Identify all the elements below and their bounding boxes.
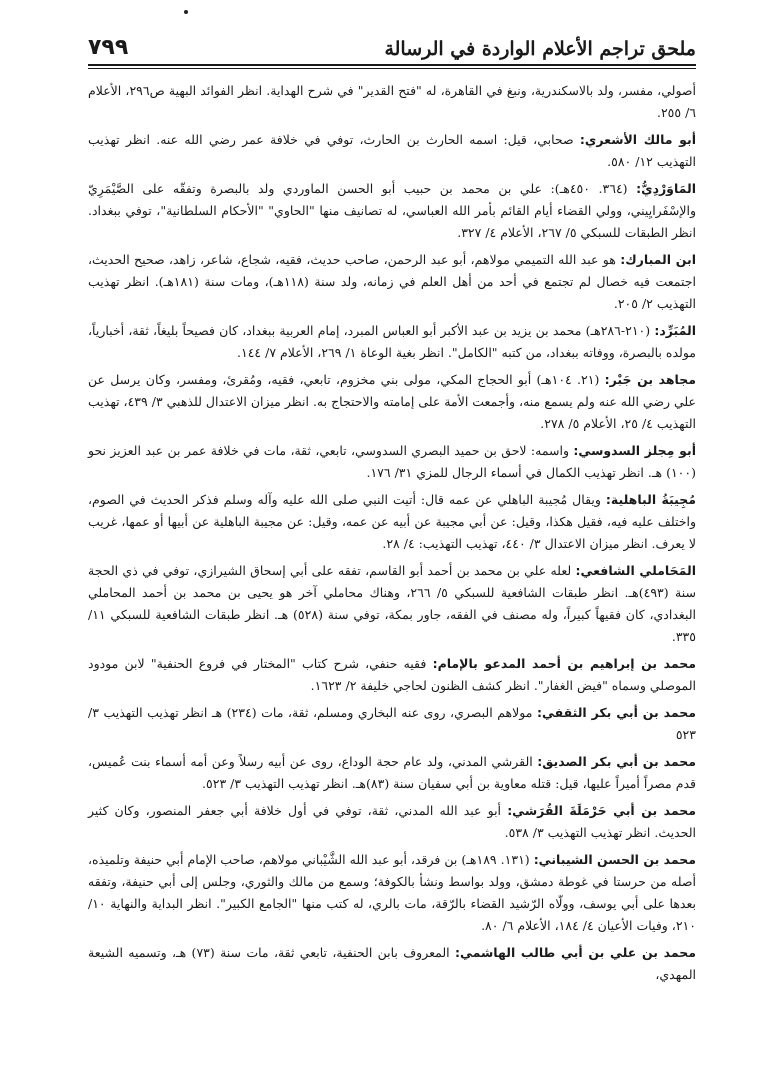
entry-name: محمد بن أبي حَرْمَلَةَ القُرَشي: (507, 803, 697, 818)
entry-text: أصولي، مفسر، ولد بالاسكندرية، ونبغ في القاهرة، له "فتح القدير" في شرح الهداية. انظر الفوائد البهية ص٢٩٦، الأعلام ٦/ ٢٥٥. (88, 83, 696, 120)
entry-text: (١٣١. ١٨٩هـ) بن فرقد، أبو عبد الله الشَّيْباني مولاهم، صاحب الإمام أبي حنيفة وتلميذه، أصله من حرستا في غوطة دمشق، وولد بواسط ونشأ بالكوفة؛ وسمع من مالك والثوري، وجلس إلى أبي حنيفة، وتفقه بعدها على أبي يوسف، وولّاه الرّشيد القضاء بالرّقة، مات بالري، له كتب منها "الجامع الكبير". انظر البداية والنهاية ١٠/ ٢١٠، وفيات الأعيان ٤/ ١٨٤، الأعلام ٦/ ٨٠. (88, 852, 696, 933)
entry-name: أبو مِجلز السدوسي: (573, 443, 696, 458)
entry-text: صحابي، قيل: اسمه الحارث بن الحارث، توفي في خلافة عمر رضي الله عنه. انظر تهذيب التهذيب ١٢/ ٥٨٠. (88, 132, 696, 169)
entry-text: (٢١٠-٢٨٦هـ) محمد بن يزيد بن عبد الأكبر أبو العباس المبرد، إمام العربية ببغداد، كان فصيحاً بليغاً، ثقة، أخبارياً، مولده بالبصرة، ووفاته ببغداد، من كتبه "الكامل". انظر بغية الوعاة ١/ ٢٦٩، الأعلام ٧/ ١٤٤. (88, 323, 696, 360)
entry-name: مجاهد بن جَبْر: (604, 372, 696, 387)
biography-entry (88, 653, 696, 697)
entry-text: (٢١. ١٠٤هـ) أبو الحجاج المكي، مولى بني مخزوم، تابعي، فقيه، ومُقرئ، ومفسر، وكان يرسل عن علي رضي الله عنه ولم يسمع منه، وأجمعت الأمة على إمامته والاحتجاج به. انظر ميزان الاعتدال للذهبي ٣/ ٤٣٩، تهذيب التهذيب ٤/ ٢٥، الأعلام ٥/ ٢٧٨. (88, 372, 696, 431)
entry-text: مولاهم البصري، روى عنه البخاري ومسلم، ثقة، مات (٢٣٤) هـ انظر تهذيب التهذيب ٣/ ٥٢٣ (88, 705, 696, 742)
biography-list (88, 80, 696, 1072)
biography-entry (88, 129, 696, 173)
biography-entry (88, 369, 696, 435)
entry-text: المعروف بابن الحنفية، تابعي ثقة، مات سنة (٧٣) هـ، وتسميه الشيعة المهدي، (88, 945, 696, 982)
entry-text: هو عبد الله التميمي مولاهم، أبو عبد الرحمن، صاحب حديث، فقيه، شجاع، شاعر، زاهد، صحيح الحديث، اجتمعت فيه خصال لم تجتمع في أحد من أهل العلم في زمانه، ولد سنة (١١٨هـ)، ومات سنة (١٨١هـ). انظر تهذيب التهذيب ٢/ ٢٠٥. (88, 252, 696, 311)
entry-name: المَحَاملي الشافعي: (575, 563, 696, 578)
biography-entry (88, 560, 696, 648)
biography-entry (88, 702, 696, 746)
biography-entry (88, 849, 696, 937)
biography-entry (88, 489, 696, 555)
entry-name: محمد بن علي بن أبي طالب الهاشمي: (454, 945, 696, 960)
entry-text: أبو عبد الله المدني، ثقة، توفي في أول خلافة أبي جعفر المنصور، وكان كثير الحديث. انظر تهذيب التهذيب ٣/ ٥٣٨. (88, 803, 696, 840)
running-header (88, 30, 696, 60)
page-number: ٧٩٩ (88, 35, 129, 60)
header-title: ملحق تراجم الأعلام الواردة في الرسالة (384, 38, 696, 60)
entry-text: ويقال مُجيبة الباهلي عن عمه قال: أتيت النبي صلى الله عليه وآله وسلم فذكر الحديث في الصوم، واختلف عليه فيه، فقيل هكذا، وقيل: عن أبي مجيبة عن أبيه عن عمه، وقيل: عن مجيبة الباهلية عن أبيها أو عمها، غريب لا يعرف. انظر ميزان الاعتدال ٣/ ٤٤٠، تهذيب التهذيب: ٤/ ٢٨. (88, 492, 696, 551)
biography-entry (88, 80, 696, 124)
entry-name: محمد بن إبراهيم بن أحمد المدعو بالإمام: (432, 656, 696, 671)
entry-name: محمد بن أبي بكر الثقفي: (536, 705, 696, 720)
entry-name: المَاوَرْدِيُّ: (636, 181, 696, 196)
entry-name: محمد بن أبي بكر الصديق: (537, 754, 696, 769)
entry-name: مُجِيبَةُ الباهلية: (605, 492, 696, 507)
entry-text: فقيه حنفي، شرح كتاب "المختار في فروع الحنفية" لابن مودود الموصلي وسماه "فيض الغفار". انظر كشف الظنون لحاجي خليفة ٢/ ١٦٢٣. (88, 656, 696, 693)
biography-entry (88, 751, 696, 795)
entry-name: المُبَرِّد: (654, 323, 696, 338)
biography-entry (88, 249, 696, 315)
entry-text: لعله علي بن محمد بن أحمد أبو القاسم، تفقه على أبي إسحاق الشيرازي، توفي في ذي الحجة سنة (٤٩٣)هـ. انظر طبقات الشافعية للسبكي ٥/ ٢٦٦، وهناك محاملي آخر هو يحيى بن محمد بن أحمد المحاملي البغدادي، كان فقيهاً كبيراً، وله مصنف في الفقه، جاور بمكة، توفي سنة (٥٢٨) هـ. انظر طبقات الشافعية للسبكي ١١/ ٣٣٥. (88, 563, 696, 644)
decorative-dot (184, 10, 188, 14)
biography-entry (88, 800, 696, 844)
entry-name: محمد بن الحسن الشيباني: (533, 852, 696, 867)
entry-name: أبو مالك الأشعري: (579, 132, 696, 147)
biography-entry (88, 178, 696, 244)
header-rule-thick (88, 64, 696, 66)
biography-entry (88, 440, 696, 484)
entry-text: القرشي المدني، ولد عام حجة الوداع، روى عن أبيه رسلاً وعن أمه أسماء بنت عُميس، قدم مصراً أميراً عليها، قيل: قتله معاوية بن أبي سفيان سنة (٨٣)هـ. انظر تهذيب التهذيب ٣/ ٥٢٣. (88, 754, 696, 791)
biography-entry (88, 320, 696, 364)
biography-entry (88, 942, 696, 986)
entry-text: (٣٦٤. ٤٥٠هـ): علي بن محمد بن حبيب أبو الحسن الماوردي ولد بالبصرة وتفقّه على الصَّيْمَرِيّ والإسْفَرايِيني، وولي القضاء أيام القائم بأمر الله العباسي، له تصانيف منها "الحاوي" "الأحكام السلطانية"، توفي ببغداد. انظر الطبقات للسبكي ٥/ ٢٦٧، الأعلام ٤/ ٣٢٧. (88, 181, 696, 240)
header-rule-thin (88, 68, 696, 69)
entry-text: واسمه: لاحق بن حميد البصري السدوسي، تابعي، ثقة، مات في خلافة عمر بن عبد العزيز نحو (١٠٠) هـ. انظر تهذيب الكمال في أسماء الرجال للمزي ٣١/ ١٧٦. (88, 443, 696, 480)
entry-name: ابن المبارك: (620, 252, 696, 267)
